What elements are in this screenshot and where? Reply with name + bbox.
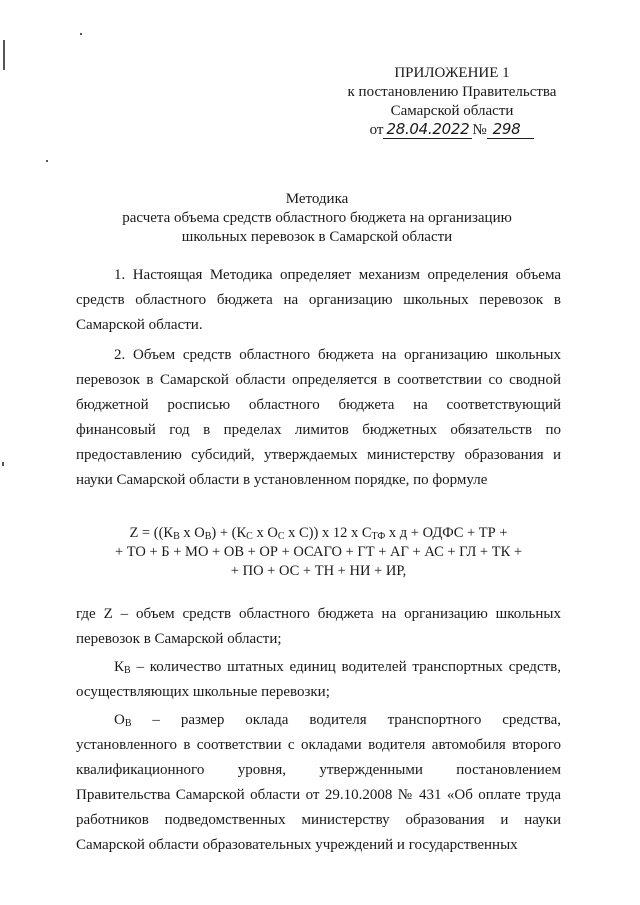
- date-handwritten: 28.04.2022: [383, 121, 472, 139]
- formula-line-1: $Z = ((К_В$ x $О_В) + (К_С$ x $О_С$ x С)) x 12 x $С_{ТФ}$ x д + ОДФС + ТР +: [129, 525, 508, 542]
- scan-mark: [2, 462, 4, 466]
- appendix-header: [332, 64, 572, 140]
- paragraph-1: 1. Настоящая Методика определяет механизм определения объема средств областного бюджета на организацию школьных перевозок в Самарской области.: [76, 267, 561, 333]
- definition-ov: $О_В$ – размер оклада водителя транспортного средства, установленного в соответствии с окладами водителя автомобиля второго квалификационного уровня, утвержденными постановлением Правительства Самарской области от 29.10.2008 № 431 «Об оплате труда работников подведомственных министерству образования и науки Самарской области образовательных учреждений и государственных: [76, 712, 561, 853]
- appendix-subtitle: к постановлению Правительства: [347, 84, 557, 100]
- definition-z: где Z – объем средств областного бюджета на организацию школьных перевозок в Самарской области;: [76, 606, 561, 647]
- formula-line-2: + ТО + Б + МО + ОВ + ОР + ОСАГО + ГТ + АГ + АС + ГЛ + ТК +: [114, 544, 523, 560]
- title-line-3: школьных перевозок в Самарской области: [181, 229, 453, 245]
- appendix-region: Самарской области: [390, 103, 514, 119]
- date-prefix: от: [369, 122, 384, 138]
- paragraph-2: 2. Объем средств областного бюджета на организацию школьных перевозок в Самарской области определяется в соответствии со сводной бюджетной росписью областного бюджета на соответствующий финансовый год в пределах лимитов бюджетных обязательств по предоставлению субсидий, утверждаемых министерству образования и науки Самарской области в установленном порядке, по формуле: [76, 347, 561, 488]
- number-handwritten: 298: [487, 121, 535, 139]
- document-title: [80, 190, 554, 247]
- title-line-1: Методика: [285, 191, 349, 207]
- definition-kv: $К_В$ – количество штатных единиц водителей транспортных средств, осуществляющих школьные перевозки;: [76, 659, 561, 700]
- formula-line-3: + ПО + ОС + ТН + НИ + ИР,: [230, 563, 407, 579]
- appendix-title: ПРИЛОЖЕНИЕ 1: [394, 65, 510, 81]
- scan-mark: [46, 160, 48, 162]
- title-line-2: расчета объема средств областного бюджета на организацию: [122, 210, 512, 226]
- appendix-dateline: [332, 121, 572, 140]
- formula: [76, 524, 561, 581]
- number-prefix: №: [472, 122, 487, 138]
- scan-mark: [80, 33, 82, 35]
- scan-mark: [3, 40, 5, 70]
